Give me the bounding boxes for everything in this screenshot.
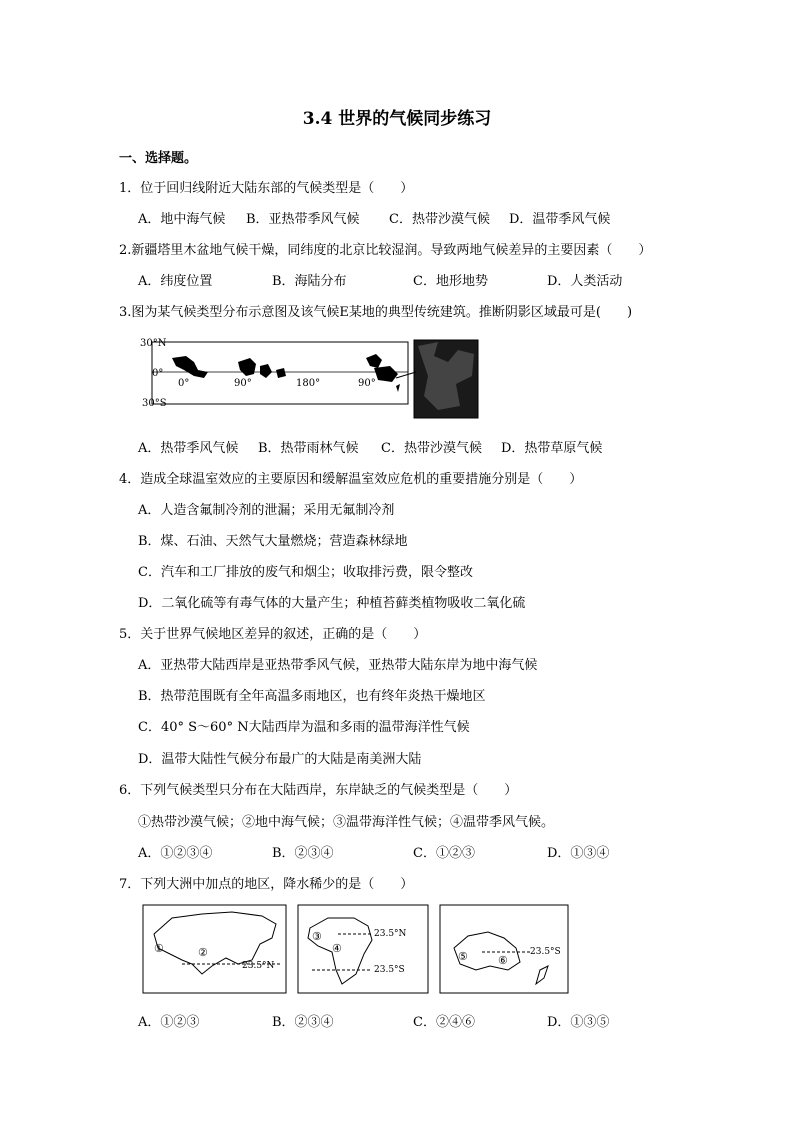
question-1-stem: 1．位于回归线附近大陆东部的气候类型是（ ）	[119, 181, 414, 196]
q6-option-d[interactable]: D．①③④	[547, 846, 610, 861]
africa-lat-s: 23.5°S	[374, 965, 405, 975]
q4-option-d[interactable]: D．二氧化硫等有毒气体的大量产生；种植苔藓类植物吸收二氧化硫	[138, 596, 526, 611]
question-5-stem: 5．关于世界气候地区差异的叙述，正确的是（ ）	[119, 627, 427, 642]
africa-lat-n: 23.5°N	[374, 929, 407, 939]
q1-option-d[interactable]: D．温带季风气候	[509, 212, 611, 227]
asia-lat: 23.5°N	[242, 961, 275, 971]
map3-lat-30n: 30°N	[140, 338, 167, 349]
question-7-stem: 7．下列大洲中加点的地区，降水稀少的是（ ）	[119, 877, 414, 892]
q4-option-a[interactable]: A．人造含氟制冷剂的泄漏；采用无氟制冷剂	[138, 503, 395, 518]
q6-option-b[interactable]: B．②③④	[272, 846, 334, 861]
q4-option-b[interactable]: B．煤、石油、天然气大量燃烧；营造森林绿地	[138, 534, 408, 549]
question-2-stem: 2.新疆塔里木盆地气候干燥，同纬度的北京比较湿润。导致两地气候差异的主要因素（ ）	[119, 243, 652, 258]
page-title: 3.4 世界的气候同步练习	[302, 109, 492, 129]
q2-option-d[interactable]: D．人类活动	[547, 274, 623, 289]
q6-option-c[interactable]: C．①②③	[413, 846, 475, 861]
q7-option-d[interactable]: D．①③⑤	[547, 1015, 610, 1030]
q3-option-c[interactable]: C．热带沙漠气候	[381, 441, 482, 456]
aus-point-5: ⑤	[458, 950, 468, 963]
map3-lat-30s: 30°S	[142, 398, 167, 409]
q5-option-d[interactable]: D．温带大陆性气候分布最广的大陆是南美洲大陆	[138, 752, 422, 767]
aus-point-6: ⑥	[498, 954, 508, 967]
q4-option-c[interactable]: C．汽车和工厂排放的废气和烟尘；收取排污费，限令整改	[138, 565, 473, 580]
q7-option-b[interactable]: B．②③④	[272, 1015, 334, 1030]
africa-point-4: ④	[332, 942, 342, 955]
q5-option-b[interactable]: B．热带范围既有全年高温多雨地区，也有终年炎热干燥地区	[138, 689, 486, 704]
map3-lon-90w: 90°	[358, 378, 376, 389]
q3-option-a[interactable]: A．热带季风气候	[138, 441, 239, 456]
asia-point-1: ①	[154, 942, 164, 955]
q2-option-a[interactable]: A．纬度位置	[138, 274, 213, 289]
question-6-stem: 6．下列气候类型只分布在大陆西岸，东岸缺乏的气候类型是（ ）	[119, 783, 518, 798]
q7-option-c[interactable]: C．②④⑥	[413, 1015, 475, 1030]
section-heading: 一、选择题。	[119, 151, 198, 166]
q2-option-b[interactable]: B．海陆分布	[272, 274, 347, 289]
q1-option-b[interactable]: B．亚热带季风气候	[246, 212, 360, 227]
q1-option-a[interactable]: A．地中海气候	[138, 212, 226, 227]
aus-lat: 23.5°S	[530, 947, 561, 957]
continent-maps	[142, 904, 570, 996]
q5-option-c[interactable]: C．40° S～60° N大陆西岸为温和多雨的温带海洋性气候	[138, 720, 470, 735]
question-4-stem: 4．造成全球温室效应的主要原因和缓解温室效应危机的重要措施分别是（ ）	[119, 472, 583, 487]
map3-lat-0: 0°	[152, 368, 164, 379]
africa-point-3: ③	[312, 930, 322, 943]
map3-lon-0: 0°	[178, 378, 190, 389]
map3-lon-90: 90°	[234, 378, 252, 389]
map3-lon-180: 180°	[296, 378, 321, 389]
q5-option-a[interactable]: A．亚热带大陆西岸是亚热带季风气候，亚热带大陆东岸为地中海气候	[138, 658, 538, 673]
climate-distribution-map	[138, 336, 483, 422]
q6-option-a[interactable]: A．①②③④	[138, 846, 213, 861]
q3-option-d[interactable]: D．热带草原气候	[501, 441, 603, 456]
q2-option-c[interactable]: C．地形地势	[413, 274, 488, 289]
question-3-stem: 3.图为某气候类型分布示意图及该气候E某地的典型传统建筑。推断阴影区域最可是( )	[119, 305, 633, 320]
asia-point-2: ②	[198, 946, 208, 959]
q7-option-a[interactable]: A．①②③	[138, 1015, 200, 1030]
q1-option-c[interactable]: C．热带沙漠气候	[389, 212, 490, 227]
q6-note: ①热带沙漠气候；②地中海气候；③温带海洋性气候；④温带季风气候。	[138, 815, 555, 830]
q3-option-b[interactable]: B．热带雨林气候	[258, 441, 359, 456]
